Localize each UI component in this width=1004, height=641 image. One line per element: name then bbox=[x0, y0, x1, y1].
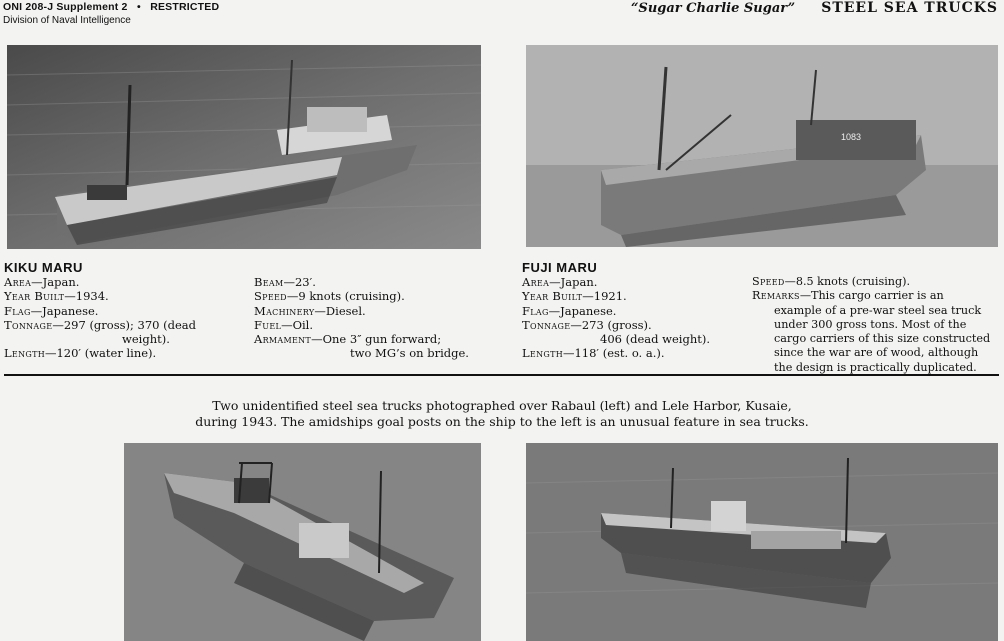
kiku-maru-photo bbox=[7, 45, 481, 249]
ship-photo-graphic bbox=[526, 45, 998, 247]
spec-machinery: Machinery—Diesel. bbox=[254, 303, 366, 318]
spec-armament-cont: two MG’s on bridge. bbox=[350, 346, 469, 361]
ship-name: KIKU MARU bbox=[4, 260, 83, 275]
hull-number: 1083 bbox=[841, 132, 862, 142]
spec-tonnage-cont: weight). bbox=[122, 332, 170, 347]
spec-tonnage: Tonnage—273 (gross). bbox=[522, 317, 652, 332]
rabaul-ship-photo bbox=[124, 443, 481, 641]
ship-name: FUJI MARU bbox=[522, 260, 598, 275]
page-header-right bbox=[631, 0, 998, 17]
lele-harbor-ship-photo bbox=[526, 443, 998, 641]
spec-speed: Speed—8.5 knots (cruising). bbox=[752, 275, 911, 288]
spec-flag: Flag—Japanese. bbox=[4, 303, 99, 318]
spec-remarks-line: example of a pre-war steel sea truck bbox=[774, 303, 982, 317]
spec-remarks-line: cargo carriers of this size constructed bbox=[774, 332, 991, 346]
spec-speed: Speed—9 knots (cruising). bbox=[254, 289, 405, 304]
header-bullet: • bbox=[136, 1, 141, 13]
spec-flag: Flag—Japanese. bbox=[522, 303, 617, 318]
spec-remarks: Remarks—This cargo carrier is an bbox=[752, 289, 944, 303]
spec-fuel: Fuel—Oil. bbox=[254, 317, 314, 332]
division-label: Division of Naval Intelligence bbox=[3, 15, 131, 26]
ship-photo-graphic bbox=[124, 443, 481, 641]
spec-remarks-line: the design is practically duplicated. bbox=[774, 360, 977, 374]
ship-photo-graphic bbox=[526, 443, 998, 641]
spec-length: Length—118′ (est. o. a.). bbox=[522, 346, 665, 361]
spec-length: Length—120′ (water line). bbox=[4, 346, 157, 361]
kiku-maru-specs bbox=[4, 260, 249, 361]
classification-label: RESTRICTED bbox=[150, 1, 220, 13]
ship-photo-graphic bbox=[7, 45, 481, 249]
photo-caption: Two unidentified steel sea trucks photographed over Rabaul (left) and Lele Harbor, Kusaie, during 1943. The amidships goal posts on the ship to the left is an unusual feature in sea trucks. bbox=[195, 398, 809, 429]
spec-tonnage: Tonnage—297 (gross); 370 (dead bbox=[4, 317, 197, 332]
nickname: “Sugar Charlie Sugar” bbox=[630, 1, 796, 16]
document-id: ONI 208-J Supplement 2 bbox=[3, 1, 128, 13]
spec-beam: Beam—23′. bbox=[254, 275, 316, 289]
spec-tonnage-cont: 406 (dead weight). bbox=[600, 332, 710, 347]
spec-remarks-line: since the war are of wood, although bbox=[774, 346, 979, 360]
fuji-maru-specs bbox=[522, 260, 747, 361]
kiku-maru-specs-2 bbox=[254, 275, 489, 361]
page-header-left bbox=[3, 1, 219, 27]
fuji-maru-specs-2 bbox=[752, 275, 1000, 375]
fuji-maru-photo bbox=[526, 45, 998, 247]
section-divider bbox=[4, 374, 999, 376]
spec-area: Area—Japan. bbox=[4, 275, 80, 289]
spec-area: Area—Japan. bbox=[522, 275, 598, 289]
spec-armament: Armament—One 3″ gun forward; bbox=[254, 332, 442, 347]
section-title: STEEL SEA TRUCKS bbox=[821, 0, 998, 16]
spec-remarks-line: under 300 gross tons. Most of the bbox=[774, 317, 967, 331]
spec-year-built: Year Built—1921. bbox=[522, 289, 627, 304]
spec-year-built: Year Built—1934. bbox=[4, 289, 109, 304]
